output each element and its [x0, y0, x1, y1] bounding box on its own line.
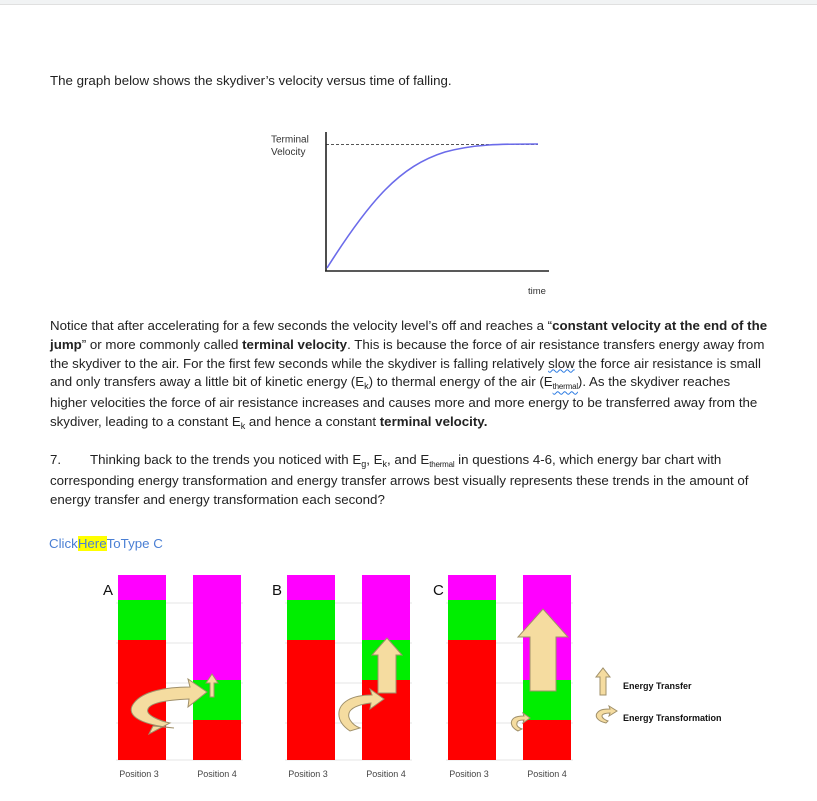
velocity-curve: [327, 144, 538, 268]
option-c-position3-red-segment: [448, 640, 496, 760]
option-b-position3-green-segment: [287, 600, 335, 640]
velocity-time-graph: [250, 128, 570, 300]
bar-position-label: Position 3: [288, 769, 328, 779]
option-a-position4-magenta-segment: [193, 575, 241, 680]
option-a-position4-green-segment: [193, 680, 241, 720]
bar-position-label: Position 3: [449, 769, 489, 779]
explanation-paragraph: Notice that after accelerating for a few seconds the velocity level’s off and reaches a “constant velocity at the end of the jump” or more commonly called terminal velocity. This is because the force of air resistance transfers energy away from the skydiver to the air. For the first few seconds while the skydiver is falling relatively slow the force air resistance is small and only transfers away a little bit of kinetic energy $(E_k)$ to thermal energy of the air $(E_{thermal})$. As the skydiver reaches higher velocities the force of air resistance increases and causes more and more energy to be transferred away from the skydiver, leading to a constant $E_k$ and hence a constant terminal velocity.: [50, 318, 768, 431]
option-c-position3-magenta-segment: [448, 575, 496, 600]
option-c-position4-red-segment: [523, 720, 571, 760]
bar-position-label: Position 4: [527, 769, 567, 779]
option-a-label: A: [103, 582, 114, 599]
option-b-position3-magenta-segment: [287, 575, 335, 600]
bar-position-label: Position 4: [197, 769, 237, 779]
bar-position-label: Position 3: [119, 769, 159, 779]
option-c-position3-green-segment: [448, 600, 496, 640]
option-a-position3-magenta-segment: [118, 575, 166, 600]
legend-transfer-icon: [596, 668, 610, 695]
graph-ylabel-line1: Terminal: [271, 134, 309, 146]
option-c-label: C: [433, 582, 444, 599]
energy-bar-charts: [0, 575, 817, 801]
graph-xlabel: time: [528, 286, 546, 297]
legend-transformation-label: Energy Transformation: [623, 713, 722, 723]
question-number: 7.: [50, 452, 62, 467]
graph-ylabel-line2: Velocity: [271, 147, 306, 158]
legend-transformation-icon: [596, 706, 617, 723]
top-toolbar-edge: [0, 0, 817, 5]
option-a-position4-red-segment: [193, 720, 241, 760]
intro-text: The graph below shows the skydiver’s velocity versus time of falling.: [50, 73, 452, 88]
option-a-position3-green-segment: [118, 600, 166, 640]
answer-field[interactable]: ClickHereToType C: [49, 536, 163, 551]
option-b-position4-magenta-segment: [362, 575, 410, 640]
bar-position-label: Position 4: [366, 769, 406, 779]
option-b-label: B: [272, 582, 283, 599]
question-7: 7. Thinking back to the trends you noticed with $E_g$, $E_k$, and $E_{thermal}$ in questions 4-6, which energy bar chart with corresponding energy transformation and energy transfer arrows best visually represents these trends in the amount of energy transfer and energy transformation each second?: [50, 452, 749, 507]
option-b-position3-red-segment: [287, 640, 335, 760]
legend-transfer-label: Energy Transfer: [623, 681, 692, 691]
